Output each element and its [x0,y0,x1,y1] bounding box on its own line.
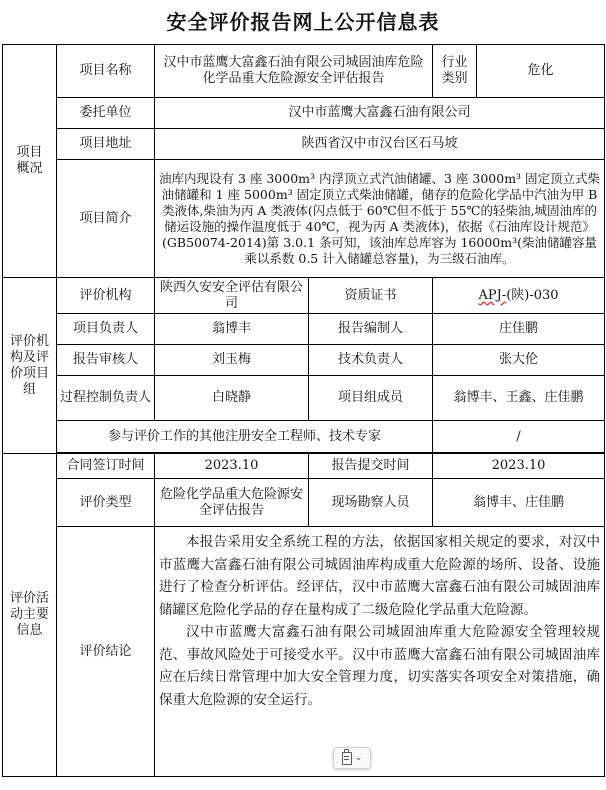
row-project-name [3,45,605,98]
address-value: 陕西省汉中市汉台区石马坡 [155,129,605,160]
industry-label: 行业类别 [433,45,477,98]
compiler-value: 庄佳鹏 [433,314,605,345]
type-label: 评价类型 [57,479,155,527]
address-label: 项目地址 [57,129,155,160]
cert-suffix: (陕)-030 [506,287,559,303]
agency-value: 陕西久安安全评估有限公司 [155,278,309,314]
cert-value [433,278,605,314]
row-address [3,129,605,160]
tech-label: 技术负责人 [309,345,433,376]
row-type [3,479,605,527]
tech-value: 张大伦 [433,345,605,376]
row-experts [3,421,605,453]
chevron-down-icon: ⌄ [354,752,363,763]
leader-value: 翁博丰 [155,314,309,345]
cert-prefix: APJ- [478,287,507,303]
process-value: 白晓静 [155,376,309,421]
row-dates [3,454,605,479]
section-overview: 项目 概况 [3,45,57,278]
leader-label: 项目负责人 [57,314,155,345]
row-process [3,376,605,421]
cert-label: 资质证书 [309,278,433,314]
agency-label: 评价机构 [57,278,155,314]
conclusion-paragraph-1: 本报告采用安全系统工程的方法，依据国家相关规定的要求，对汉中市蓝鹰大富鑫石油有限公司城固油库构成重大危险源的场所、设备、设施进行了检查分析评估。经评估，汉中市蓝鹰大富鑫石油有限公司城固油库储罐区危险化学品的存在量构成了二级危险化学品重大危险源。 [159,534,601,618]
row-intro [3,160,605,278]
info-table [2,44,605,777]
page-title: 安全评价报告网上公开信息表 [166,10,440,34]
clipboard-icon [342,752,352,765]
contract-label: 合同签订时间 [57,454,155,479]
experts-value: / [433,421,605,453]
submit-label: 报告提交时间 [309,454,433,479]
conclusion-label: 评价结论 [57,527,155,777]
process-label: 过程控制负责人 [57,376,155,421]
reviewer-label: 报告审核人 [57,345,155,376]
paste-options-button[interactable] [333,747,371,769]
reviewer-value: 刘玉梅 [155,345,309,376]
project-name-label: 项目名称 [57,45,155,98]
industry-value: 危化 [477,45,605,98]
contract-value: 2023.10 [155,454,309,479]
submit-value: 2023.10 [433,454,605,479]
client-label: 委托单位 [57,98,155,129]
members-label: 项目组成员 [309,376,433,421]
type-value: 危险化学品重大危险源安全评估报告 [155,479,309,527]
section-org: 评价机 构及评 价项目 组 [3,278,57,454]
intro-value: 油库内现设有 3 座 3000m³ 内浮顶立式汽油储罐、3 座 3000m³ 固定顶立式柴油储罐和 1 座 5000m³ 固定顶立式柴油储罐，储存的危险化学品中汽油为甲 B 类液体,柴油为丙 A 类液体(闪点低于 60℃但不低于 55℃的轻柴油,城固油库的储运设施的操作温度低于 40℃，视为丙 A 类液体)，依据《石油库设计规范》(GB50074-2014)第 3.0.1 条可知，该油库总库容为 16000m³(柴油储罐容量乘以系数 0.5 计入储罐总容量)，为三级石油库。 [155,160,605,278]
survey-label: 现场勘察人员 [309,479,433,527]
intro-label: 项目简介 [57,160,155,278]
row-agency [3,278,605,314]
project-name: 汉中市蓝鹰大富鑫石油有限公司城固油库危险化学品重大危险源安全评估报告 [155,45,433,98]
survey-value: 翁博丰、庄佳鹏 [433,479,605,527]
conclusion-value [155,527,605,777]
row-reviewer [3,345,605,376]
row-client [3,98,605,129]
row-conclusion [3,527,605,777]
experts-label: 参与评价工作的其他注册安全工程师、技术专家 [57,421,433,453]
conclusion-paragraph-2: 汉中市蓝鹰大富鑫石油有限公司城固油库重大危险源安全管理较规范、事故风险处于可接受水平。汉中市蓝鹰大富鑫石油有限公司城固油库应在后续日常管理中加大安全管理力度，切实落实各项安全对策措施，确保重大危险源的安全运行。 [159,624,601,708]
compiler-label: 报告编制人 [309,314,433,345]
section-activity: 评价活 动主要 信息 [3,454,57,777]
client-value: 汉中市蓝鹰大富鑫石油有限公司 [155,98,605,129]
row-leader [3,314,605,345]
members-value: 翁博丰、王鑫、庄佳鹏 [433,376,605,421]
